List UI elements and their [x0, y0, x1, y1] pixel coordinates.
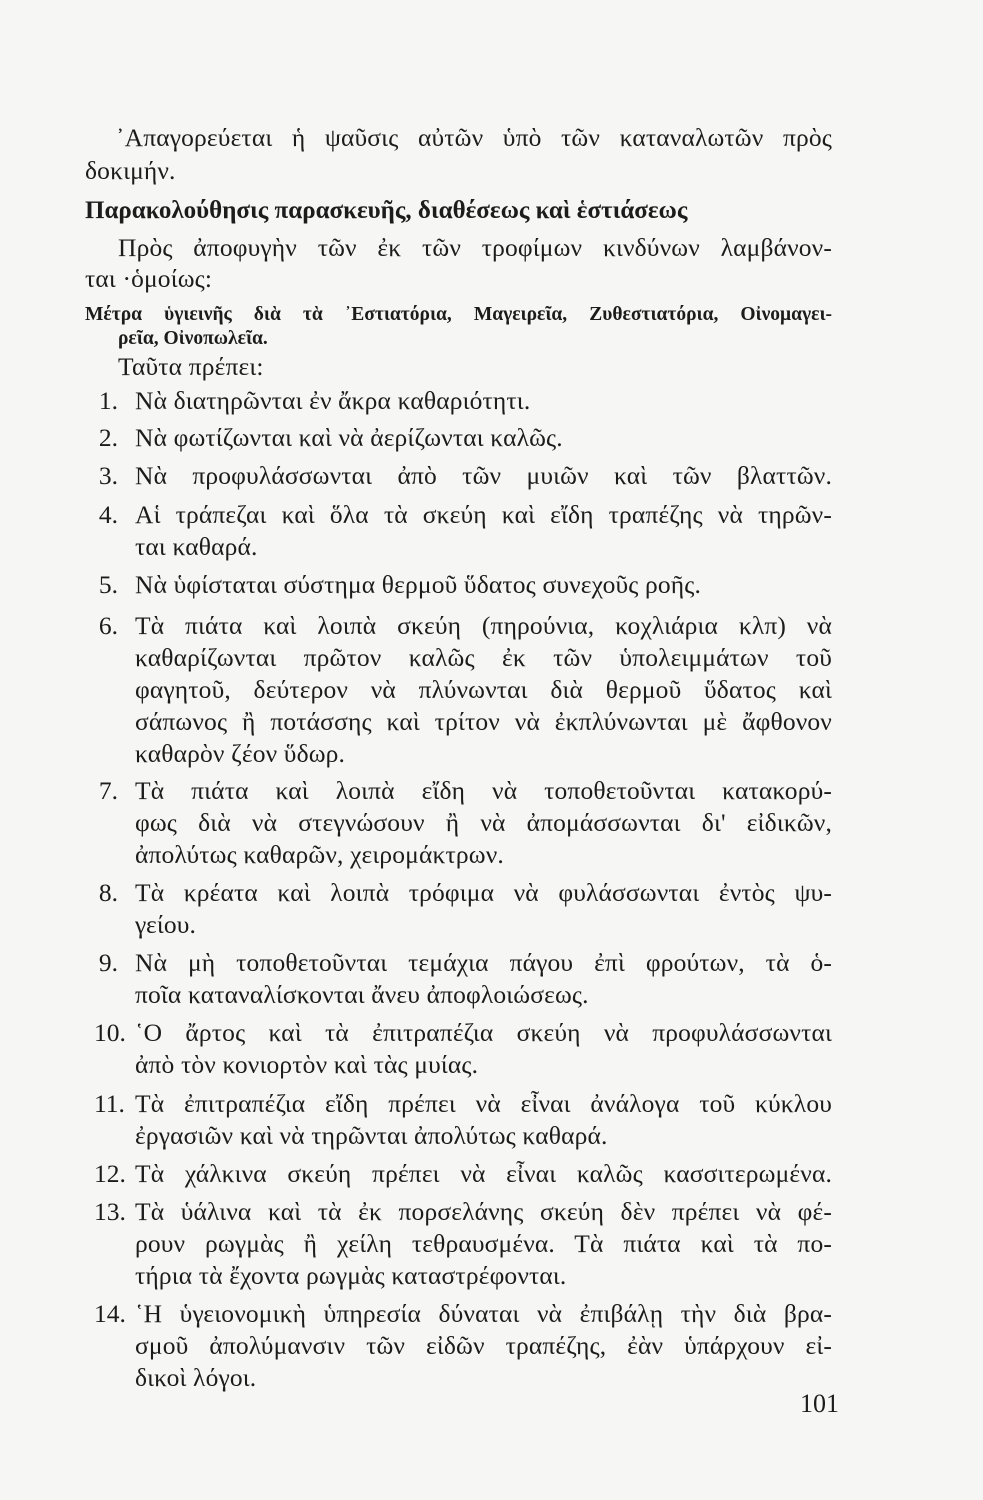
preamble-line-1: Πρὸς ἀποφυγὴν τῶν ἐκ τῶν τροφίμων κινδύνων λαμβάνον- [118, 233, 832, 262]
lead-in: Ταῦτα πρέπει: [118, 352, 264, 381]
item-line: Νὰ μὴ τοποθετοῦνται τεμάχια πάγου ἐπὶ φρούτων, τὰ ὁ- [135, 948, 832, 977]
item-line: Αἱ τράπεζαι καὶ ὅλα τὰ σκεύη καὶ εἴδη τραπέζης νὰ τηρῶν- [135, 500, 832, 529]
item-line: φως διὰ νὰ στεγνώσουν ἢ νὰ ἀπομάσσωνται δι' εἰδικῶν, [135, 808, 832, 837]
section-heading: Παρακολούθησις παρασκευῆς, διαθέσεως καὶ ἑστιάσεως [85, 197, 688, 224]
item-number: 7. [98, 776, 118, 805]
item-line: Νὰ προφυλάσσωνται ἀπὸ τῶν μυιῶν καὶ τῶν βλαττῶν. [135, 461, 832, 490]
item-line: γείου. [135, 910, 197, 939]
item-line: ποῖα καταναλίσκονται ἄνευ ἀποφλοιώσεως. [135, 980, 589, 1009]
item-line: Νὰ διατηρῶνται ἐν ἄκρα καθαριότητι. [135, 386, 531, 415]
item-number: 2. [98, 423, 118, 452]
item-number: 12. [94, 1159, 126, 1188]
item-number: 1. [98, 386, 118, 415]
page-number: 101 [800, 1389, 839, 1418]
item-line: ται καθαρά. [135, 532, 258, 561]
item-line: Νὰ φωτίζωνται καὶ νὰ ἀερίζωνται καλῶς. [135, 423, 563, 452]
item-line: ῾Ο ἄρτος καὶ τὰ ἐπιτραπέζια σκεύη νὰ προφυλάσσωνται [135, 1018, 832, 1047]
item-line: Τὰ ἐπιτραπέζια εἴδη πρέπει νὰ εἶναι ἀνάλογα τοῦ κύκλου [135, 1089, 832, 1118]
item-number: 14. [94, 1299, 126, 1328]
item-line: τήρια τὰ ἔχοντα ρωγμὰς καταστρέφονται. [135, 1261, 567, 1290]
item-line: Τὰ πιάτα καὶ λοιπὰ σκεύη (πηρούνια, κοχλιάρια κλπ) νὰ [135, 611, 832, 640]
item-line: Νὰ ὑφίσταται σύστημα θερμοῦ ὕδατος συνεχοῦς ροῆς. [135, 570, 702, 599]
item-number: 8. [98, 878, 118, 907]
item-number: 4. [98, 500, 118, 529]
item-line: Τὰ ὑάλινα καὶ τὰ ἐκ πορσελάνης σκεύη δὲν πρέπει νὰ φέ- [135, 1197, 832, 1226]
item-number: 9. [98, 948, 118, 977]
item-line: ἐργασιῶν καὶ νὰ τηρῶνται ἀπολύτως καθαρά. [135, 1121, 608, 1150]
item-line: καθαρὸν ζέον ὕδωρ. [135, 739, 346, 768]
item-number: 3. [98, 461, 118, 490]
item-number: 10. [94, 1018, 126, 1047]
item-number: 11. [94, 1089, 125, 1118]
item-line: σάπωνος ἢ ποτάσσης καὶ τρίτον νὰ ἐκπλύνωνται μὲ ἄφθονον [135, 707, 832, 736]
item-line: ῾Η ὑγειονομικὴ ὑπηρεσία δύναται νὰ ἐπιβάλῃ τὴν διὰ βρα- [135, 1299, 832, 1328]
item-number: 13. [94, 1197, 126, 1226]
item-number: 5. [98, 570, 118, 599]
item-line: ρουν ρωγμὰς ἢ χείλη τεθραυσμένα. Τὰ πιάτα καὶ τὰ πο- [135, 1229, 832, 1258]
item-line: Τὰ χάλκινα σκεύη πρέπει νὰ εἶναι καλῶς κασσιτερωμένα. [135, 1159, 832, 1188]
item-number: 6. [98, 611, 118, 640]
subheading-line-1: Μέτρα ὑγιεινῆς διὰ τὰ ᾿Εστιατόρια, Μαγειρεῖα, Ζυθεστιατόρια, Οἰνομαγει- [85, 304, 832, 325]
intro-line-2: δοκιμήν. [85, 156, 176, 185]
intro-line-1: ᾿Απαγορεύεται ἡ ψαῦσις αὐτῶν ὑπὸ τῶν καταναλωτῶν πρὸς [116, 123, 832, 152]
item-line: καθαρίζωνται πρῶτον καλῶς ἐκ τῶν ὑπολειμμάτων τοῦ [135, 643, 832, 672]
preamble-line-2: ται ·ὁμοίως: [85, 264, 213, 293]
subheading-line-2: ρεῖα, Οἰνοπωλεῖα. [118, 328, 268, 349]
item-line: φαγητοῦ, δεύτερον νὰ πλύνωνται διὰ θερμοῦ ὕδατος καὶ [135, 675, 832, 704]
item-line: ἀπὸ τὸν κονιορτὸν καὶ τὰς μυίας. [135, 1050, 479, 1079]
item-line: Τὰ πιάτα καὶ λοιπὰ εἴδη νὰ τοποθετοῦνται κατακορύ- [135, 776, 832, 805]
item-line: δικοὶ λόγοι. [135, 1363, 257, 1392]
item-line: Τὰ κρέατα καὶ λοιπὰ τρόφιμα νὰ φυλάσσωνται ἐντὸς ψυ- [135, 878, 832, 907]
item-line: σμοῦ ἀπολύμανσιν τῶν εἰδῶν τραπέζης, ἐὰν ὑπάρχουν εἰ- [135, 1331, 832, 1360]
item-line: ἀπολύτως καθαρῶν, χειρομάκτρων. [135, 840, 504, 869]
